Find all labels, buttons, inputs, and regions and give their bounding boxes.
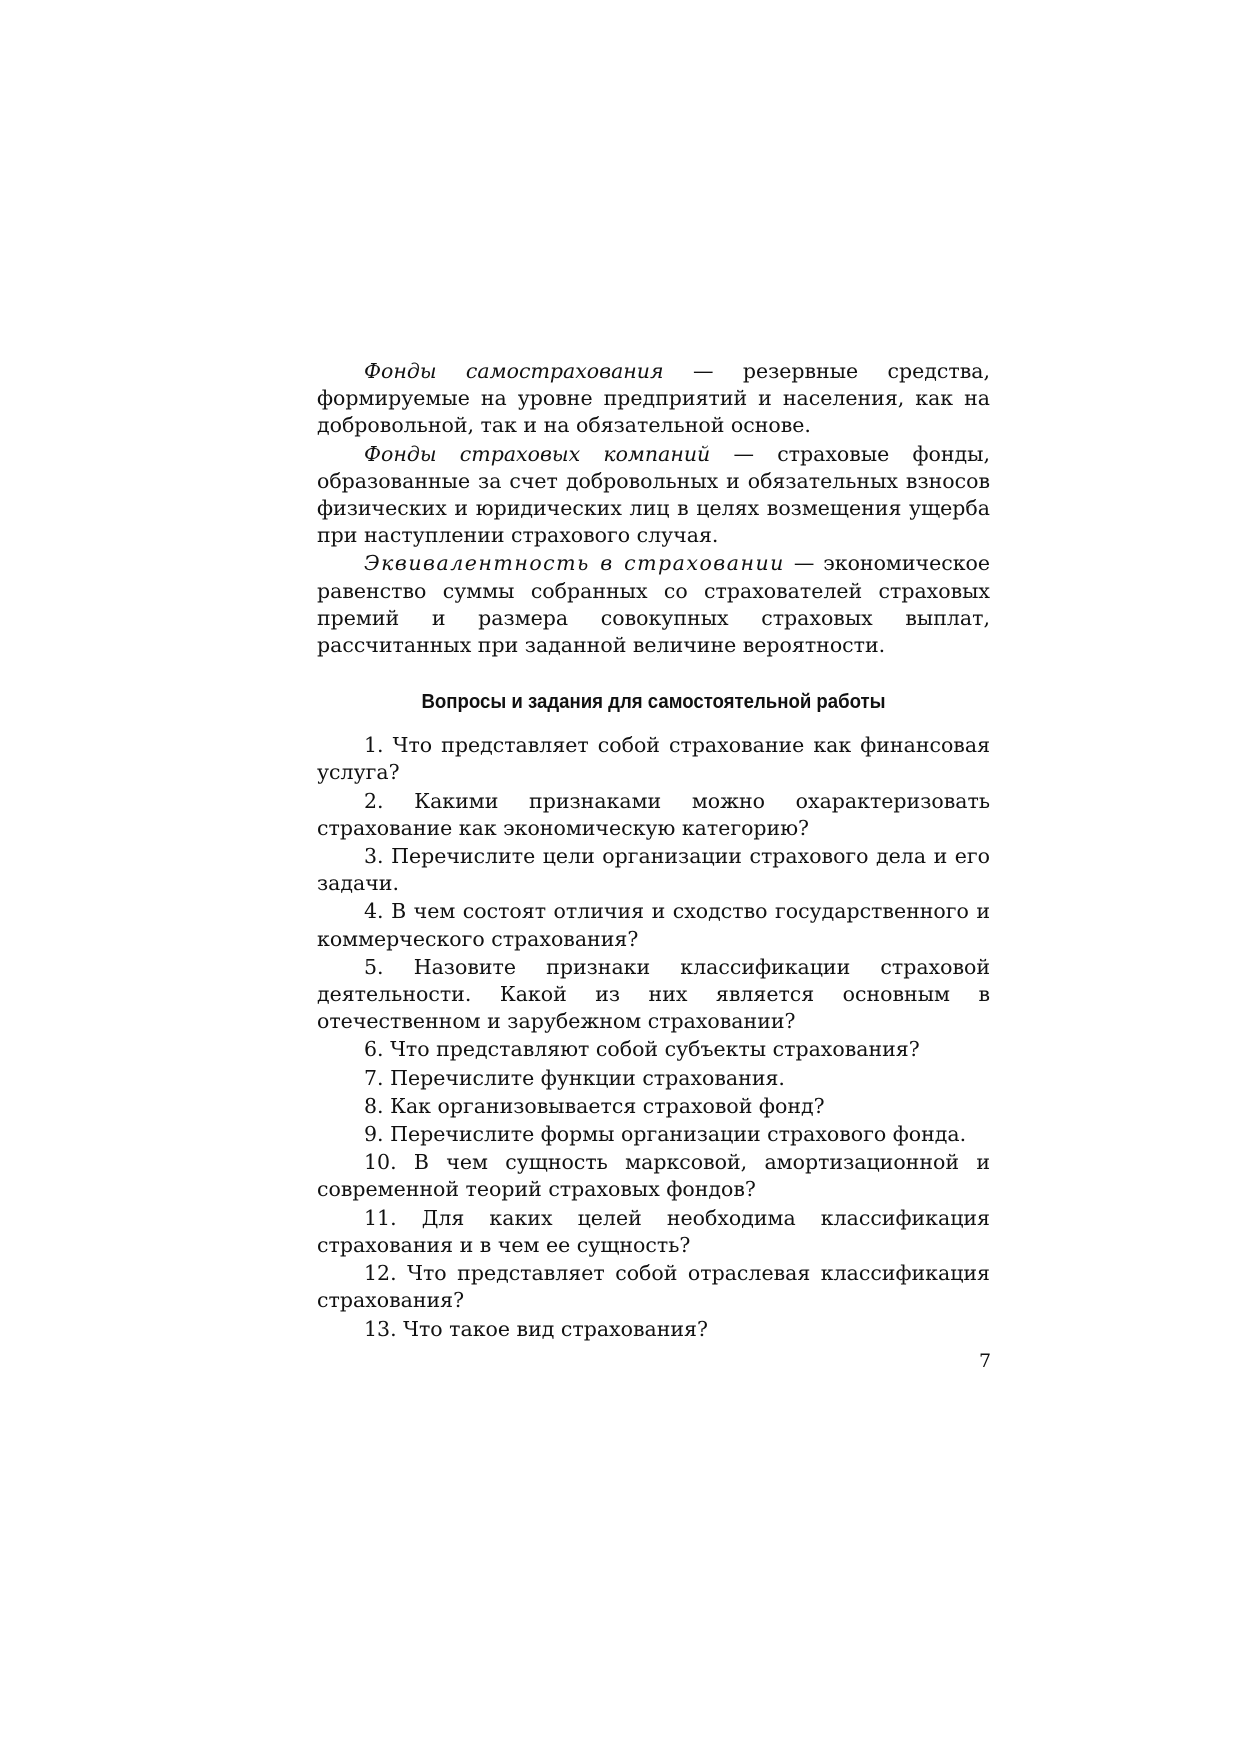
- question-item: 1. Что представляет собой страхование как финансовая услуга?: [317, 733, 990, 785]
- question-item: 6. Что представляют собой субъекты страхования?: [364, 1037, 920, 1062]
- definition-term: Фонды самострахования: [364, 359, 664, 383]
- question-item: 7. Перечислите функции страхования.: [364, 1065, 785, 1090]
- question-item: 4. В чем состоят отличия и сходство государственного и коммерческого страхования?: [317, 899, 990, 951]
- page-number: 7: [979, 1350, 992, 1372]
- definition-term: Эквивалентность в страховании: [364, 551, 785, 576]
- definition-text: — страховые фонды, образованные за счет добровольных и обязательных взносов физических и юридических лиц в целях возмещения ущерба при наступлении страхового случая.: [317, 441, 990, 548]
- page-content: [317, 358, 990, 1344]
- question-item: 12. Что представляет собой отраслевая классификация страхования?: [317, 1261, 990, 1313]
- question-item: 3. Перечислите цели организации страхового дела и его задачи.: [317, 844, 990, 896]
- definition-paragraph: [317, 550, 990, 659]
- question-item: 11. Для каких целей необходима классификация страхования и в чем ее сущность?: [317, 1205, 990, 1257]
- question-item: 9. Перечислите формы организации страхового фонда.: [364, 1122, 967, 1147]
- question-item: 2. Какими признаками можно охарактеризовать страхование как экономическую категорию?: [317, 788, 990, 840]
- definition-paragraph: [317, 358, 990, 440]
- question-item: 10. В чем сущность марксовой, амортизационной и современной теорий страховых фондов?: [317, 1150, 990, 1202]
- definition-term: Фонды страховых компаний: [364, 441, 711, 466]
- definition-text: — резервные средства, формируемые на уровне предприятий и населения, как на добровольной, так и на обязательной основе.: [317, 359, 990, 438]
- question-item: 5. Назовите признаки классификации страховой деятельности. Какой из них является основным в отечественном и зарубежном страховании?: [317, 954, 990, 1034]
- section-heading: Вопросы и задания для самостоятельной работы: [421, 691, 886, 714]
- definition-paragraph: [317, 441, 990, 550]
- definition-text: — экономическое равенство суммы собранных со страхователей страховых премий и размера совокупных страховых выплат, рассчитанных при заданной величине вероятности.: [317, 551, 990, 658]
- question-item: 8. Как организовывается страховой фонд?: [364, 1093, 825, 1118]
- question-item: 13. Что такое вид страхования?: [364, 1316, 708, 1341]
